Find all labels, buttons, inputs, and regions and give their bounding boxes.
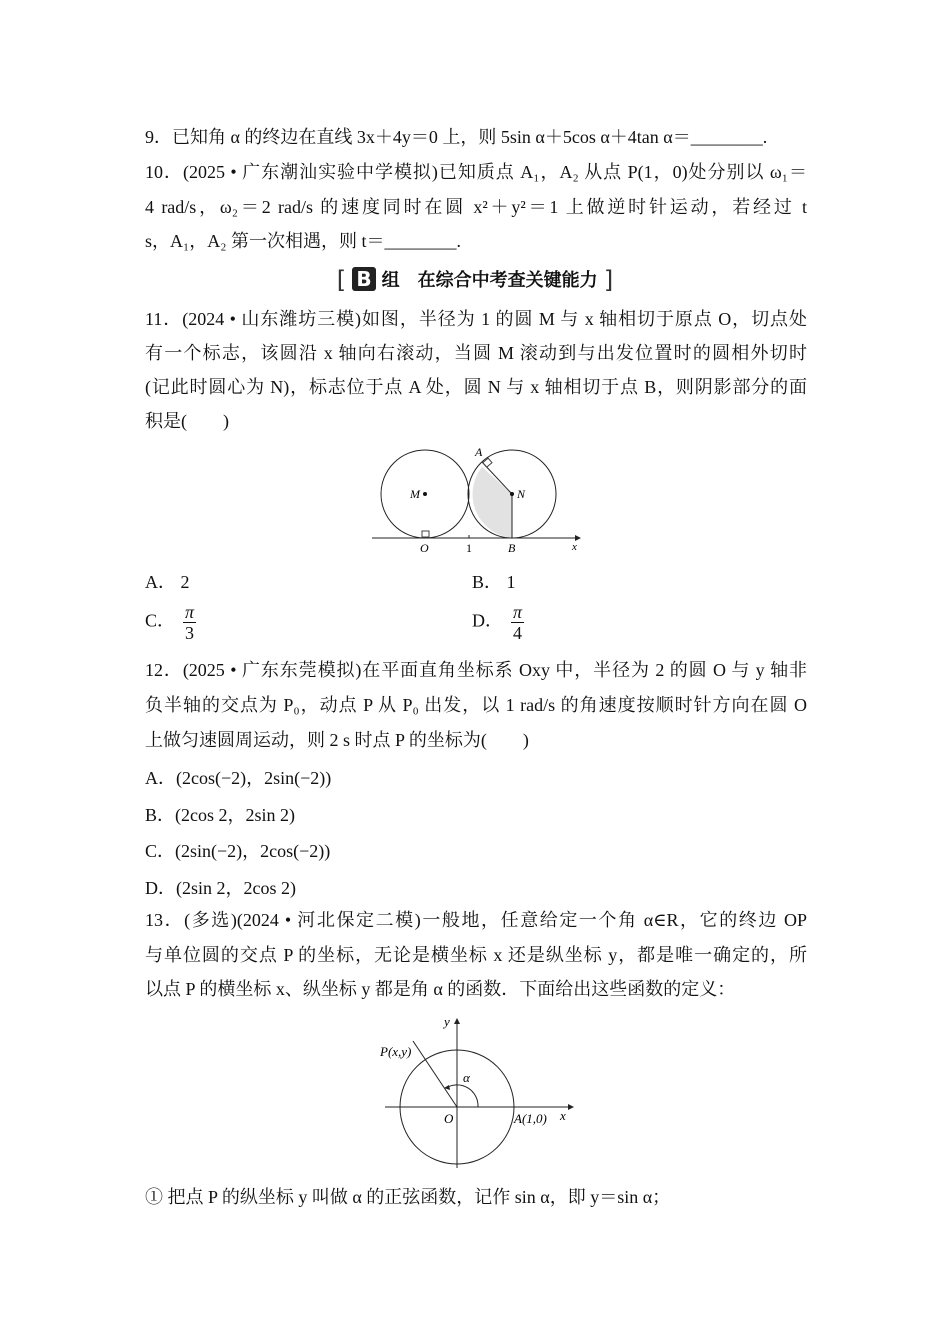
- q11-option-c[interactable]: [145, 602, 196, 643]
- q12-option-c[interactable]: [145, 837, 330, 863]
- option-label: C．: [145, 841, 176, 861]
- option-value: (2sin(−2)，2cos(−2)): [175, 841, 331, 861]
- q13-unit-circle-figure: [370, 1010, 590, 1170]
- option-label: B．: [472, 572, 503, 592]
- bracket-close: ]: [603, 266, 614, 294]
- q13-item1: ① 把点 P 的纵坐标 y 叫做 α 的正弦函数，记作 sin α，即 y＝sin α；: [145, 1187, 671, 1207]
- q13-line3: 以点 P 的横坐标 x、纵坐标 y 都是角 α 的函数．下面给出这些函数的定义：: [145, 979, 736, 999]
- q13-line2: 与单位圆的交点 P 的坐标，无论是横坐标 x 还是纵坐标 y，都是唯一确定的，所: [145, 945, 807, 965]
- q11-option-a[interactable]: [145, 568, 190, 594]
- q11-line3: (记此时圆心为 N)，标志位于点 A 处，圆 N 与 x 轴相切于点 B，则阴影部分的面: [145, 377, 807, 397]
- option-label: B．: [145, 805, 176, 825]
- q13-line1: 13．(多选)(2024 • 河北保定二模)一般地，任意给定一个角 α∈R，它的终边 OP: [145, 910, 807, 930]
- q12-option-d[interactable]: [145, 874, 296, 900]
- q10-line3: s，A₁，A₂ 第一次相遇，则 t＝________.: [145, 231, 462, 251]
- label-y: y: [444, 1014, 450, 1029]
- q11-line1: 11．(2024 • 山东潍坊三模)如图，半径为 1 的圆 M 与 x 轴相切于原点 O，切点处: [145, 309, 807, 329]
- fraction: [183, 602, 196, 643]
- label-P: P(x,y): [380, 1044, 412, 1059]
- label-A: A: [475, 445, 483, 459]
- option-value: (2cos 2，2sin 2): [175, 805, 296, 825]
- q11-line2: 有一个标志，该圆沿 x 轴向右滚动，当圆 M 滚动到与出发位置时的圆相外切时: [145, 343, 807, 363]
- q12-option-a[interactable]: [145, 764, 331, 790]
- q12-line3: 上做匀速圆周运动，则 2 s 时点 P 的坐标为( ): [145, 730, 529, 750]
- q9-text: 9．已知角 α 的终边在直线 3x＋4y＝0 上，则 5sin α＋5cos α＋4tan α＝________.: [145, 127, 768, 147]
- option-value: 1: [506, 572, 516, 592]
- label-x: x: [560, 1108, 566, 1123]
- q10-line1: 10．(2025 • 广东潮汕实验中学模拟)已知质点 A₁，A₂ 从点 P(1，0)处分别以 ω₁＝: [145, 162, 807, 182]
- label-O: O: [444, 1111, 454, 1126]
- q11-option-b[interactable]: [472, 568, 516, 594]
- q10-line2: 4 rad/s，ω₂＝2 rad/s 的速度同时在圆 x²＋y²＝1 上做逆时针运动，若经过 t: [145, 197, 807, 217]
- q11-figure: [370, 440, 590, 560]
- q11-line4: 积是( ): [145, 411, 229, 431]
- fraction: [511, 602, 524, 643]
- label-M: M: [410, 487, 420, 501]
- option-label: C．: [145, 610, 176, 631]
- section-header: [0, 266, 950, 294]
- option-value: (2sin 2，2cos 2): [176, 878, 296, 898]
- label-x: x: [572, 541, 577, 553]
- option-label: A．: [145, 768, 176, 788]
- option-label: A．: [145, 572, 176, 592]
- option-label: D．: [472, 610, 503, 631]
- option-label: D．: [145, 878, 176, 898]
- q12-option-b[interactable]: [145, 801, 295, 827]
- bracket-open: [: [336, 266, 347, 294]
- option-value: 2: [180, 572, 190, 592]
- section-title: 组 在综合中考查关键能力: [381, 270, 598, 291]
- option-value: (2cos(−2)，2sin(−2)): [176, 768, 332, 788]
- numerator: π: [513, 602, 523, 622]
- label-A: A(1,0): [514, 1111, 547, 1126]
- label-alpha: α: [463, 1070, 470, 1085]
- label-N: N: [517, 487, 526, 501]
- q11-option-d[interactable]: [472, 602, 524, 643]
- numerator: π: [185, 602, 195, 622]
- label-O: O: [420, 541, 429, 555]
- section-badge: B: [352, 267, 375, 291]
- q12-line2: 负半轴的交点为 P₀，动点 P 从 P₀ 出发，以 1 rad/s 的角速度按顺时针方向在圆 O: [145, 695, 807, 715]
- denominator: 3: [185, 623, 195, 643]
- label-1: 1: [466, 541, 472, 555]
- label-B: B: [508, 541, 516, 555]
- q12-line1: 12．(2025 • 广东东莞模拟)在平面直角坐标系 Oxy 中，半径为 2 的圆 O 与 y 轴非: [145, 660, 807, 680]
- denominator: 4: [513, 623, 523, 643]
